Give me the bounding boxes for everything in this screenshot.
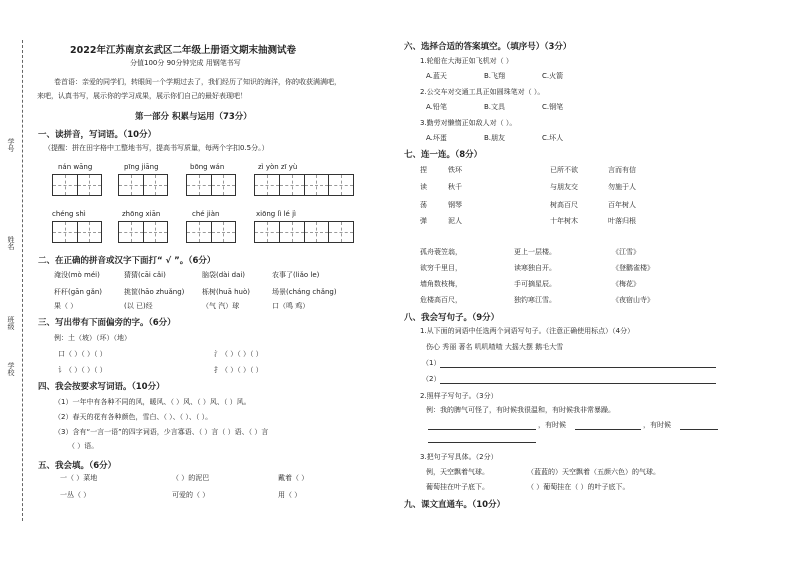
q6-option: A.坏蛋	[426, 134, 447, 142]
q6-option: C.火箭	[542, 72, 564, 80]
q3-row[interactable]: 氵（ ）（ ）（ ）	[214, 350, 263, 358]
q2-title: 二、在正确的拼音或汉字下面打“ √ ”。（6分）	[38, 256, 216, 266]
q7-title: 七、连一连。（8分）	[404, 150, 483, 160]
answer-line[interactable]	[428, 442, 536, 443]
q7-poem-line[interactable]: 墙角数枝梅，	[420, 280, 462, 288]
q7-poem-title[interactable]: 《登鹳雀楼》	[612, 264, 654, 272]
q8-blank-label: （2）	[422, 375, 441, 383]
q1-pinyin-5: chéng shì	[52, 210, 86, 218]
q2-item[interactable]: 秆秆(gān gǎn)	[54, 288, 103, 296]
q4-sentence-1[interactable]: （1）一年中有各种不同的风，暖风、（ ）风、（ ）风、（ ）风。	[54, 398, 251, 406]
answer-line[interactable]	[440, 367, 716, 368]
q2-item[interactable]: 栎树(huā huò)	[202, 288, 251, 296]
q7-object[interactable]: 秋千	[448, 183, 462, 191]
q7-poem-title[interactable]: 《夜宿山寺》	[612, 296, 654, 304]
intro-line-2: 来吧，认真书写，展示你的学习成果，展示你们自己的最好表现吧！	[37, 92, 247, 100]
writing-grid[interactable]	[186, 174, 236, 196]
writing-grid[interactable]	[186, 221, 236, 243]
q2-item[interactable]: 脑袋(dài dai)	[202, 271, 246, 279]
q7-poem-line[interactable]: 手可摘星辰。	[514, 280, 556, 288]
q1-pinyin-2: pīng jiāng	[124, 163, 159, 171]
q7-verb[interactable]: 弹	[420, 217, 427, 225]
q7-saying-start[interactable]: 与朋友交	[550, 183, 578, 191]
intro-line-1: 卷首语：亲爱的同学们，转眼间一个学期过去了，我们经历了知识的海洋，你的收获满满吧，	[54, 78, 341, 86]
exam-title: 2022年江苏南京玄武区二年级上册语文期末抽测试卷	[70, 45, 296, 56]
q7-saying-end[interactable]: 勿施于人	[608, 183, 636, 191]
q8-blank-label: （1）	[422, 359, 441, 367]
q6-option: C.坏人	[542, 134, 564, 142]
q1-pinyin-1: nán wāng	[58, 163, 93, 171]
q5-item[interactable]: 用（ ）	[278, 491, 302, 499]
q6-option: C.钢笔	[542, 103, 564, 111]
q7-verb[interactable]: 读	[420, 183, 427, 191]
writing-grid[interactable]	[118, 221, 168, 243]
q4-sentence-2[interactable]: （2）春天的花有各种颜色，雪白、（ ）、（ ）、（ ）。	[54, 413, 213, 421]
writing-grid[interactable]	[52, 221, 102, 243]
q8-instruction-2: 2.照样子写句子。（3分）	[420, 392, 498, 400]
q5-item[interactable]: 戴着（ ）	[278, 474, 309, 482]
q2-item[interactable]: 口（鸣 鸡）	[272, 302, 310, 310]
q2-item[interactable]: 猜猜(cāi cǎi)	[124, 271, 166, 279]
answer-line[interactable]	[428, 429, 536, 430]
q5-item[interactable]: 一（ ）菜地	[60, 474, 98, 482]
q9-title: 九、课文直通车。（10分）	[404, 500, 506, 510]
q6-sentence-2[interactable]: 2.公交车对交通工具正如圆珠笔对（ ）。	[420, 88, 545, 96]
q7-object[interactable]: 泥人	[448, 217, 462, 225]
q1-pinyin-7: ché jiàn	[192, 210, 220, 218]
binding-line	[22, 40, 23, 521]
q7-poem-line[interactable]: 独钓寒江雪。	[514, 296, 556, 304]
q8-fill-text: ，有时候	[643, 421, 671, 429]
q8-word-bank: 伤心 秀丽 著名 叽叽喳喳 大摇大摆 鹅毛大雪	[426, 343, 564, 351]
q7-poem-title[interactable]: 《梅花》	[612, 280, 640, 288]
q1-title: 一、读拼音，写词语。（10分）	[38, 130, 157, 140]
q8-title: 八、我会写句子。（9分）	[404, 313, 500, 323]
q8-example-3b: （蓝蓝的）天空飘着（五颜六色）的气球。	[527, 468, 660, 476]
q8-example-2: 例：我的脾气可怪了，有时候我很温和，有时候我非常暴躁。	[426, 406, 615, 414]
q1-pinyin-3: bōng wán	[190, 163, 225, 171]
answer-line[interactable]	[575, 429, 641, 430]
writing-grid[interactable]	[52, 174, 102, 196]
binding-label-name: 姓名	[7, 236, 15, 250]
q5-item[interactable]: （ ）的泥巴	[172, 474, 210, 482]
q2-item[interactable]: (以 已)经	[124, 302, 153, 310]
q6-option: A.铅笔	[426, 103, 447, 111]
q8-fill-text: ，有时候	[538, 421, 566, 429]
q8-fill-3a: 葡萄挂在叶子底下。	[426, 483, 489, 491]
q6-sentence-3[interactable]: 3.勤劳对懒惰正如敌人对（ ）。	[420, 119, 517, 127]
q1-pinyin-8: xiōng lì lé jì	[256, 210, 296, 218]
q6-option: B.飞翔	[484, 72, 506, 80]
q2-item[interactable]: 挑筐(hāo zhuǎng)	[124, 288, 185, 296]
binding-label-school: 学校	[7, 362, 15, 376]
binding-label-id: 学号	[7, 138, 15, 152]
q6-sentence-1[interactable]: 1.轮船在大海正如飞机对（ ）	[420, 57, 513, 65]
part-one-title: 第一部分 积累与运用（73分）	[135, 112, 252, 122]
q3-row[interactable]: 口（ ）（ ）（ ）	[58, 350, 107, 358]
q7-poem-line[interactable]: 孤舟蓑笠翁，	[420, 248, 462, 256]
q3-row[interactable]: 扌（ ）（ ）（ ）	[214, 366, 263, 374]
q4-sentence-3b[interactable]: （ ）语。	[68, 442, 99, 450]
q2-item[interactable]: （气 汽）球	[202, 302, 240, 310]
q2-item[interactable]: 淹没(mò méi)	[54, 271, 100, 279]
writing-grid[interactable]	[118, 174, 168, 196]
q6-option: B.文具	[484, 103, 506, 111]
q8-example-3a: 例，天空飘着气球。	[426, 468, 489, 476]
q3-row[interactable]: 讠（ ）（ ）（ ）	[58, 366, 107, 374]
q3-title: 三、写出带有下面偏旁的字。（6分）	[38, 318, 176, 328]
q7-poem-line[interactable]: 欲穷千里目，	[420, 264, 462, 272]
q1-hint: （提醒：拼在田字格中工整地书写，提高书写质量，每两个字扣0.5分。）	[44, 144, 269, 152]
binding-label-class: 班级	[7, 316, 15, 330]
exam-info: 分值100分 90分钟完成 用钢笔书写	[130, 59, 241, 67]
writing-grid[interactable]	[254, 221, 354, 243]
q8-fill-3b[interactable]: （ ）葡萄挂在（ ）的叶子底下。	[527, 483, 630, 491]
q5-title: 五、我会填。（6分）	[38, 461, 117, 471]
q2-item[interactable]: 果（ ）	[54, 302, 78, 310]
q7-object[interactable]: 钢琴	[448, 201, 462, 209]
q7-poem-line[interactable]: 读寒独自开。	[514, 264, 556, 272]
q7-saying-end[interactable]: 叶落归根	[608, 217, 636, 225]
writing-grid[interactable]	[254, 174, 354, 196]
q4-title: 四、我会按要求写词语。（10分）	[38, 382, 165, 392]
q7-verb[interactable]: 捏	[420, 166, 427, 174]
q6-option: A.蓝天	[426, 72, 447, 80]
q6-title: 六、选择合适的答案填空。（填序号）（3分）	[404, 42, 572, 52]
q7-saying-start[interactable]: 十年树木	[550, 217, 578, 225]
q3-example: 例：土（坡）（坏）（地）	[54, 334, 131, 342]
q7-saying-start[interactable]: 已所不欲	[550, 166, 578, 174]
q7-object[interactable]: 铁环	[448, 166, 462, 174]
q7-verb[interactable]: 荡	[420, 201, 427, 209]
answer-line[interactable]	[440, 383, 716, 384]
q5-item[interactable]: 一丛（ ）	[60, 491, 91, 499]
q7-poem-line[interactable]: 危楼高百尺，	[420, 296, 462, 304]
answer-line[interactable]	[680, 429, 718, 430]
q5-item[interactable]: 可爱的（ ）	[172, 491, 210, 499]
q4-sentence-3[interactable]: （3）含有“一言一语”的四字词语，少言寡语、（ ）言（ ）语、（ ）言	[54, 428, 269, 436]
q7-saying-end[interactable]: 言而有信	[608, 166, 636, 174]
q8-instruction-3: 3.把句子写具体。（2分）	[420, 453, 498, 461]
q2-item[interactable]: 场景(cháng chǎng)	[272, 288, 337, 296]
q1-pinyin-6: zhōng xiān	[122, 210, 161, 218]
q7-saying-end[interactable]: 百年树人	[608, 201, 636, 209]
q8-instruction-1: 1.从下面的词语中任选两个词语写句子。（注意正确使用标点）（4分）	[420, 327, 635, 335]
q7-poem-line[interactable]: 更上一层楼。	[514, 248, 556, 256]
q1-pinyin-4: zì yòn zī yù	[258, 163, 298, 171]
q7-saying-start[interactable]: 树高百尺	[550, 201, 578, 209]
q7-poem-title[interactable]: 《江雪》	[612, 248, 640, 256]
q2-item[interactable]: 农事了(liǎo le)	[272, 271, 320, 279]
q6-option: B.朋友	[484, 134, 506, 142]
